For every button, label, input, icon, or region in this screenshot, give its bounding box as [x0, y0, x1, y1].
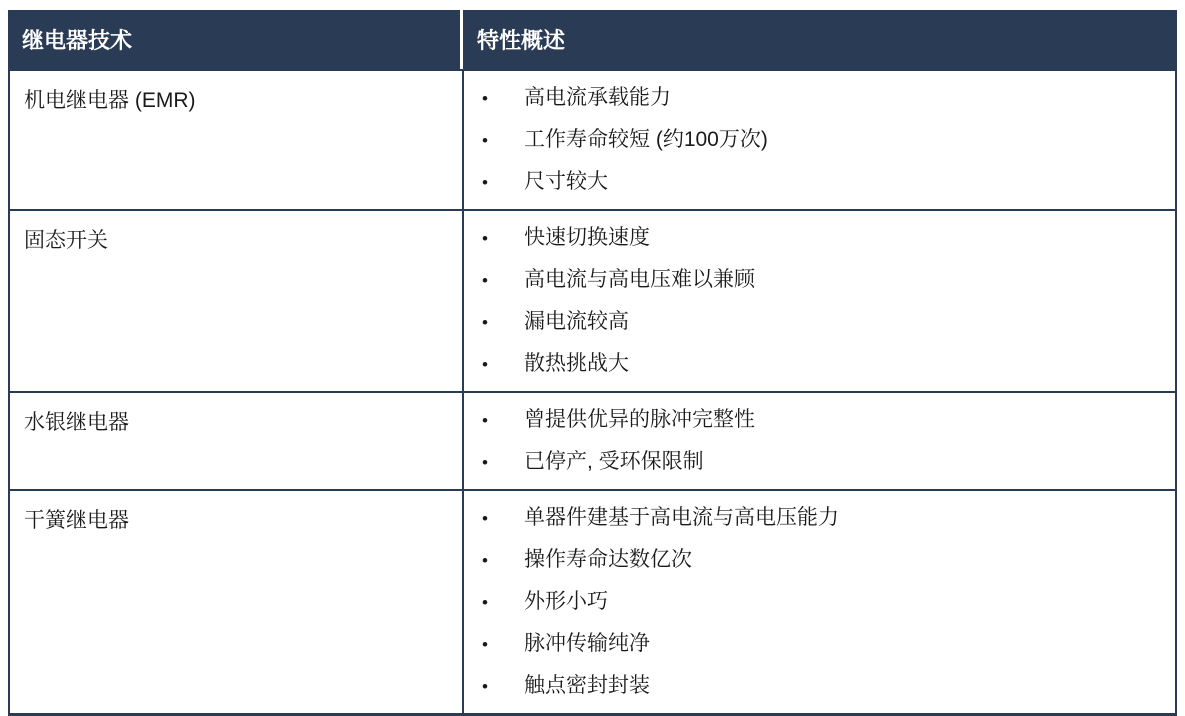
feature-text: 脉冲传输纯净 [524, 632, 650, 655]
feature-list [464, 217, 1165, 385]
bullet-icon: • [482, 173, 488, 192]
feature-item [464, 259, 1165, 301]
technology-cell-text: 干簧继电器 [24, 509, 129, 532]
feature-text: 尺寸较大 [524, 170, 608, 193]
features-cell [462, 71, 1175, 209]
feature-item [464, 77, 1165, 119]
table-row [10, 209, 1175, 391]
feature-text: 高电流承载能力 [524, 86, 671, 109]
feature-item [464, 399, 1165, 441]
table-body [8, 69, 1177, 716]
technology-cell-text: 固态开关 [24, 229, 108, 252]
feature-text: 操作寿命达数亿次 [524, 548, 692, 571]
bullet-icon: • [482, 89, 488, 108]
header-cell-features: 特性概述 [460, 10, 1177, 69]
feature-text: 漏电流较高 [524, 310, 629, 333]
feature-item [464, 161, 1165, 203]
table-row [10, 391, 1175, 489]
table-row [10, 489, 1175, 713]
bullet-icon: • [482, 271, 488, 290]
bullet-icon: • [482, 229, 488, 248]
feature-item [464, 623, 1165, 665]
feature-item [464, 539, 1165, 581]
feature-item [464, 665, 1165, 707]
header-cell-technology: 继电器技术 [22, 28, 133, 53]
technology-cell-text: 机电继电器 (EMR) [24, 89, 196, 112]
feature-item [464, 441, 1165, 483]
feature-item [464, 301, 1165, 343]
features-cell [462, 211, 1175, 391]
bullet-icon: • [482, 509, 488, 528]
bullet-icon: • [482, 593, 488, 612]
feature-list [464, 77, 1165, 203]
feature-text: 单器件建基于高电流与高电压能力 [524, 506, 839, 529]
bullet-icon: • [482, 355, 488, 374]
features-cell [462, 393, 1175, 489]
table-row [10, 69, 1175, 209]
feature-list [464, 497, 1165, 707]
table-header-row [8, 10, 1177, 69]
feature-text: 已停产, 受环保限制 [524, 450, 704, 473]
features-cell [462, 491, 1175, 713]
technology-cell-text: 水银继电器 [24, 411, 129, 434]
feature-text: 工作寿命较短 (约100万次) [524, 128, 768, 151]
bullet-icon: • [482, 313, 488, 332]
feature-text: 快速切换速度 [524, 226, 650, 249]
bullet-icon: • [482, 453, 488, 472]
feature-text: 外形小巧 [524, 590, 608, 613]
bullet-icon: • [482, 411, 488, 430]
feature-item [464, 581, 1165, 623]
feature-item [464, 217, 1165, 259]
bullet-icon: • [482, 131, 488, 150]
feature-text: 触点密封封装 [524, 674, 650, 697]
feature-item [464, 343, 1165, 385]
bullet-icon: • [482, 551, 488, 570]
feature-list [464, 399, 1165, 483]
feature-item [464, 497, 1165, 539]
feature-text: 高电流与高电压难以兼顾 [524, 268, 755, 291]
feature-text: 散热挑战大 [524, 352, 629, 375]
feature-item [464, 119, 1165, 161]
bullet-icon: • [482, 677, 488, 696]
relay-comparison-table [8, 10, 1177, 716]
bullet-icon: • [482, 635, 488, 654]
feature-text: 曾提供优异的脉冲完整性 [524, 408, 755, 431]
